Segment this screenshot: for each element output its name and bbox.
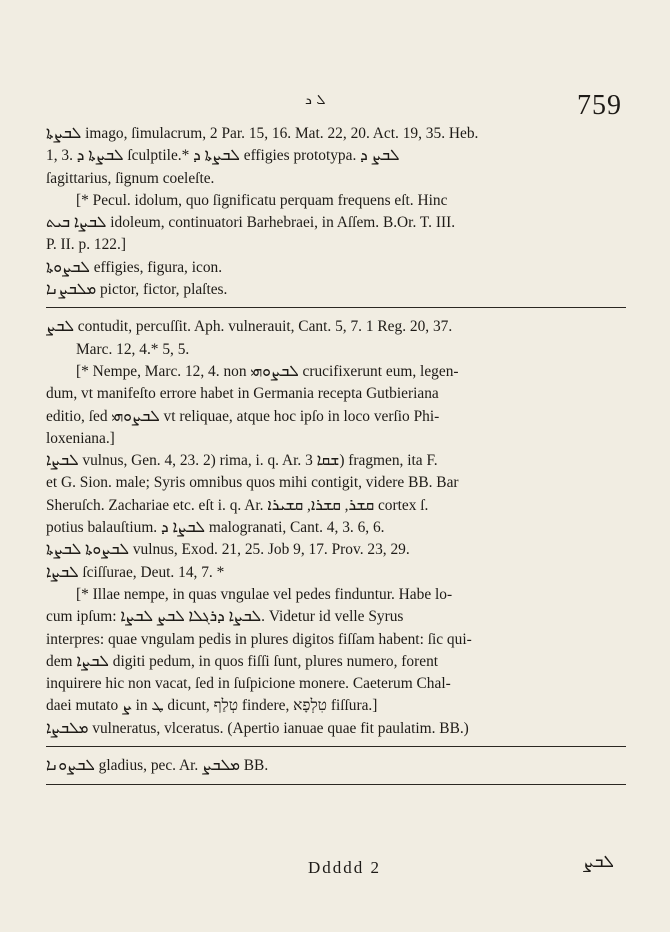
note-line: interpres: quae vngulam pedis in plures digitos fiſſam habent: ſic qui- (46, 630, 472, 648)
note-line: dum, vt manifeſto errore habet in Germania recepta Gutbieriana (46, 385, 439, 403)
note-line: daei mutato ܨ in ܛ dicunt, טְלַף findere, טִלְפָא fiſſura.] (46, 697, 378, 715)
bottom-divider (46, 784, 626, 785)
note-line: loxeniana.] (46, 429, 115, 447)
entry-block-3 (46, 755, 626, 777)
note-line: editio, ſed ܠܒܨܘܗܝ vt reliquae, atque hoc ipſo in loco verſio Phi- (46, 407, 440, 425)
entry-line: ܠܒܨܘܬܐ ܠܒܨܬܐ vulnus, Exod. 21, 25. Job 9, 17. Prov. 23, 29. (46, 541, 410, 559)
note-line: [* Nempe, Marc. 12, 4. non ܠܒܨܘܗܝ crucifixerunt eum, legen- (76, 362, 459, 380)
note-line: [* Illae nempe, in quas vngulae vel pedes finduntur. Habe lo- (76, 585, 453, 603)
entry-line: ܡܠܒܨܐ vulneratus, vlceratus. (Apertio ianuae quae fit paulatim. BB.) (46, 719, 469, 737)
entry-line: et G. Sion. male; Syris omnibus quos mihi contigit, videre BB. Bar (46, 474, 459, 492)
note-line: inquirere hic non vacat, ſed in ſuſpicione monere. Caeterum Chal- (46, 675, 451, 693)
page-number: 759 (577, 90, 622, 121)
catchword: ܠܒܨ (583, 852, 614, 872)
note-line: [* Pecul. idolum, quo ſignificatu perquam frequens eſt. Hinc (76, 191, 448, 209)
note-line: ܠܒܨܐ ܒܝܬ idoleum, continuatori Barhebraei, in Aſſem. B.Or. T. III. (46, 214, 456, 232)
entry-line: ſagittarius, ſignum coeleſte. (46, 169, 215, 187)
entry-line: ܠܒܨܐ vulnus, Gen. 4, 23. 2) rima, i. q. Ar. ܫܩܐ 3) fragmen, ita F. (46, 452, 438, 470)
entry-line: 1, 3. ܠܒܨܬܐ ܕ ſculptile.* ܠܒܨܬܐ ܕ effigies prototypa. ܠܒܨ ܕ (46, 147, 400, 165)
entry-line: Marc. 12, 4.* 5, 5. (76, 340, 190, 358)
entry-block-2 (46, 316, 626, 740)
entry-line: ܠܒܨܘܬܐ effigies, figura, icon. (46, 258, 223, 276)
entry-line: ܠܒܨܘܢܐ gladius, pec. Ar. ܡܠܒܨ BB. (46, 757, 269, 775)
dictionary-body (46, 123, 626, 789)
section-divider (46, 746, 626, 747)
entry-line: Sheruſch. Zachariae etc. eſt i. q. Ar. ܩܫܪ, ܩܫܪܐ, ܩܫܝܪܐ cortex ſ. (46, 496, 429, 514)
entry-line: potius balauſtium. ܠܒܨܐ ܕ malogranati, Cant. 4, 3. 6, 6. (46, 519, 385, 537)
running-head-word: ܠ ܖ (305, 92, 326, 108)
note-line: P. II. p. 122.] (46, 236, 126, 254)
note-line: dem ܠܒܨܐ digiti pedum, in quos fiſſi ſunt, plures numero, forent (46, 652, 439, 670)
entry-line: ܠܒܨܬܐ imago, ſimulacrum, 2 Par. 15, 16. Mat. 22, 20. Act. 19, 35. Heb. (46, 125, 479, 142)
entry-line: ܡܠܒܨܢܐ pictor, fictor, plaſtes. (46, 281, 228, 299)
note-line: cum ipſum: ܠܒܨܐ ܕܪܓܠܐ ܠܒܨ ܠܒܨܐ. Videtur id velle Syrus (46, 608, 404, 626)
signature-mark: Ddddd 2 (308, 858, 382, 877)
entry-block-1 (46, 123, 626, 301)
section-divider (46, 307, 626, 308)
entry-line: ܠܒܨܐ ſciſſurae, Deut. 14, 7. * (46, 563, 225, 581)
entry-line: ܠܒܨ contudit, percuſſit. Aph. vulnerauit, Cant. 5, 7. 1 Reg. 20, 37. (46, 318, 453, 336)
